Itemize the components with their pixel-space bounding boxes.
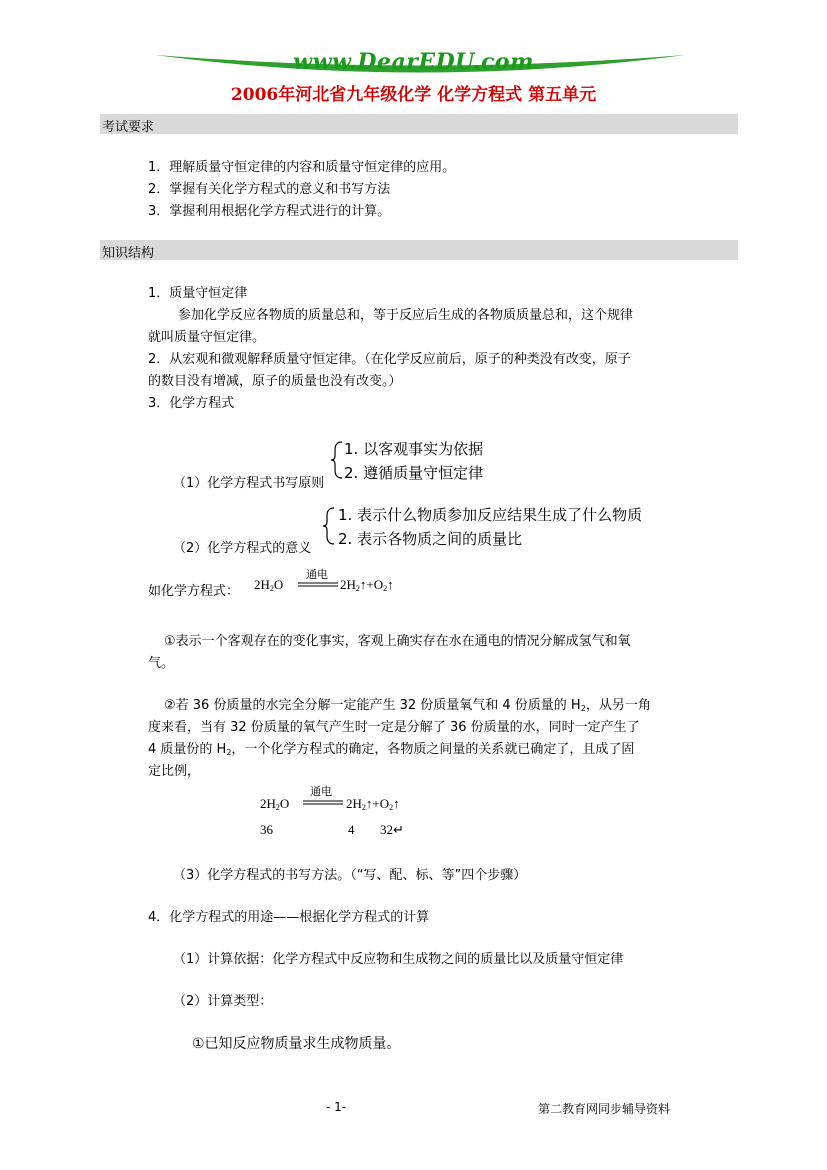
footer-source: 第二教育网同步辅导资料 — [538, 1102, 671, 1116]
point-2-line: 2．从宏观和微观解释质量守恒定律。（在化学反应前后，原子的种类没有改变，原子 — [148, 352, 631, 367]
point-1-title: 1．质量守恒定律 — [148, 286, 248, 301]
site-logo: www.DearEDU.com — [293, 49, 534, 75]
note-1: ①表示一个客观存在的变化事实，客观上确实存在水在通电的情况分解成氢气和氧 — [164, 634, 631, 649]
point-3-3: （3）化学方程式的书写方法。（“写、配、标、等”四个步骤） — [173, 868, 527, 883]
list-item: 2．掌握有关化学方程式的意义和书写方法 — [148, 182, 391, 197]
meaning-label: （2）化学方程式的意义 — [173, 541, 312, 556]
mass-value: 32↵ — [380, 822, 404, 837]
page-number: - 1- — [326, 1100, 347, 1114]
point-4-2-1: ①已知反应物质量求生成物质量。 — [192, 1036, 401, 1052]
brace-icon — [330, 440, 344, 480]
principle-label: （1）化学方程式书写原则 — [173, 476, 325, 491]
note-1-cont: 气。 — [148, 656, 175, 671]
mass-value: 4 — [348, 822, 355, 837]
equation-products: $2H_2↑+O_2↑$ — [340, 577, 394, 593]
equation-arrow — [298, 582, 340, 588]
equation-condition: 通电 — [306, 568, 328, 581]
note-2-cont: 定比例， — [148, 764, 201, 779]
note-2-cont: 4 质量份的 $H_2$，一个化学方程式的确定，各物质之间量的关系就已确定了，且成了固 — [148, 742, 635, 757]
point-4-2: （2）计算类型： — [173, 994, 273, 1009]
equation-reactant: $2H_2O$ — [260, 796, 290, 812]
equation-condition: 通电 — [310, 785, 332, 798]
brace-icon — [322, 506, 336, 546]
page-title: 2006年河北省九年级化学 化学方程式 第五单元 — [230, 85, 597, 105]
example-label: 如化学方程式： — [148, 584, 240, 599]
mass-value: 36 — [260, 822, 273, 837]
section-heading: 考试要求 — [102, 120, 155, 135]
point-4-title: 4．化学方程式的用途——根据化学方程式的计算 — [148, 910, 430, 925]
list-item: 3．掌握利用根据化学方程式进行的计算。 — [148, 204, 391, 219]
section-heading: 知识结构 — [102, 246, 155, 261]
equation-products: $2H_2↑+O_2↑$ — [346, 796, 400, 812]
equation-reactant: $2H_2O$ — [254, 577, 284, 593]
note-2: ②若 36 份质量的水完全分解一定能产生 32 份质量氧气和 4 份质量的 $H_2$，从另一角 — [164, 698, 651, 713]
point-3-title: 3．化学方程式 — [148, 396, 235, 411]
point-4-1: （1）计算依据：化学方程式中反应物和生成物之间的质量比以及质量守恒定律 — [173, 952, 624, 967]
equation-arrow — [303, 800, 345, 806]
section-bar-exam-requirements — [100, 114, 738, 134]
principle-item: 2. 遵循质量守恒定律 — [344, 464, 484, 482]
note-2-cont: 度来看，当有 32 份质量的氧气产生时一定是分解了 36 份质量的水，同时一定产生了 — [148, 720, 640, 735]
point-1-body: 参加化学反应各物质的质量总和，等于反应后生成的各物质质量总和，这个规律 — [178, 308, 634, 323]
point-1-body-cont: 就叫质量守恒定律。 — [148, 330, 266, 345]
meaning-item: 1. 表示什么物质参加反应结果生成了什么物质 — [338, 506, 643, 524]
section-bar-knowledge-structure — [100, 240, 738, 260]
principle-item: 1. 以客观事实为依据 — [344, 440, 484, 458]
point-2-line-cont: 的数目没有增减，原子的质量也没有改变。） — [148, 374, 402, 389]
list-item: 1．理解质量守恒定律的内容和质量守恒定律的应用。 — [148, 160, 456, 175]
meaning-item: 2. 表示各物质之间的质量比 — [338, 530, 523, 548]
